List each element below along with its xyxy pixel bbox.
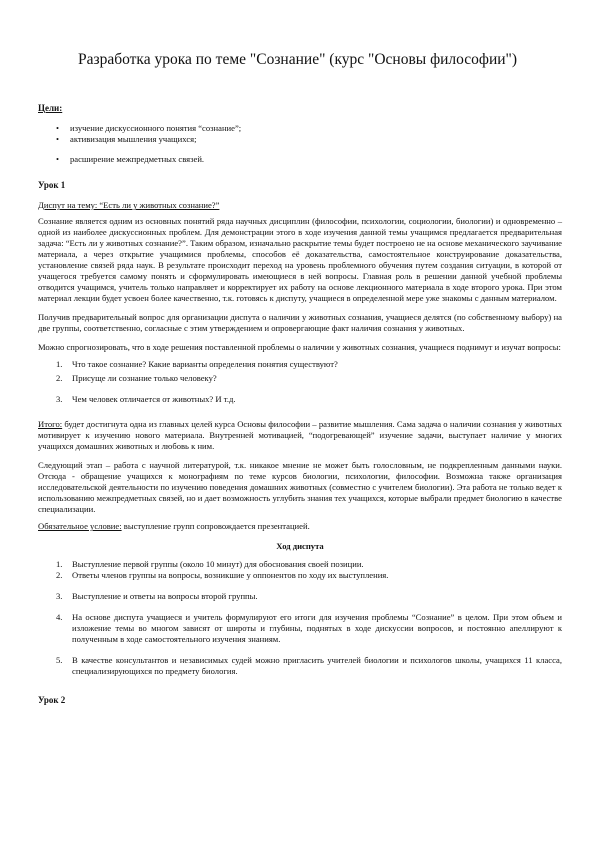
- condition-label: Обязательное условие:: [38, 521, 122, 531]
- goals-heading: Цели:: [38, 103, 63, 113]
- bullet-icon: •: [56, 123, 60, 133]
- step-item: 4. На основе диспута учащиеся и учитель формулируют его итоги для изучения проблемы “Сознание” в целом. При этом объем и изложение темы во многом зависят от широты и глубины, поднятых в ходе дискуссии вопросов, и постоянно апеллируют к полученным в ходе самостоятельного изучения знаниям.: [56, 612, 562, 644]
- goal-item: • изучение дискуссионного понятия “сознание”;: [56, 123, 242, 133]
- step-item: 2. Ответы членов группы на вопросы, возникшие у оппонентов по ходу их выступления.: [56, 570, 389, 580]
- paragraph: Сознание является одним из основных понятий ряда научных дисциплин (философии, психологии, социологии, биологии) и одновременно – одной из наиболее дискуссионных проблем. Для демонстрации этого в ходе изучения данной темы учащимся предлагается предварительная задача: “Есть ли у животных сознание?”. Таким образом, изначально раскрытие темы будет построено не на основе механического заучивание материала, а через открытие учащимися проблемы, способов её доказательства, самостоятельное конструирование доказательства, установление связей ряда наук. В результате происходит переход на уровень проблемного обучения путем создания ситуации, в которой от учащегося требуется самому понять и сформулировать имеющиеся в ней вопросы. Главная роль в решении данной учебной проблемы отводится учащимся, учитель только направляет и корректирует их работу на основе лекционного материала в ходе второго урока. При этом материал лекции будет усвоен более качественно, т.к. готовясь к диспуту, учащиеся в определенной мере уже знакомы с данным материалом.: [38, 216, 562, 303]
- goal-item: • активизация мышления учащихся;: [56, 134, 197, 144]
- lesson1-heading: Урок 1: [38, 180, 66, 190]
- result-paragraph: Итого: будет достигнута одна из главных целей курса Основы философии – развитие мышления. Сама задача о наличии сознания у животных мотивирует к изучению нового материала. Внутренней мотивацией, “подогревающей” изучение задачи, выступает наличие у многих учащихся домашних животных и любовь к ним.: [38, 419, 562, 451]
- step-item: 5. В качестве консультантов и независимых судей можно пригласить учителей биологии и психологов школы, учащихся 11 класса, специализирующихся по предмету биология.: [56, 655, 562, 676]
- course-heading: Ход диспута: [276, 541, 324, 551]
- document-body: [38, 103, 562, 706]
- condition-paragraph: Обязательное условие: выступление групп сопровождается презентацией.: [38, 521, 310, 531]
- bullet-icon: •: [56, 154, 60, 164]
- goal-item: • расширение межпредметных связей.: [56, 154, 205, 164]
- paragraph: Получив предварительный вопрос для организации диспута о наличии у животных сознания, учащиеся делятся (по собственному выбору) на две группы, соответственно, согласные с этим утверждением и опровергающие факт наличия сознания у животных.: [38, 312, 562, 333]
- step-item: 3. Выступление и ответы на вопросы второй группы.: [56, 591, 258, 601]
- dispute-topic: Диспут на тему: “Есть ли у животных сознание?”: [38, 200, 220, 210]
- paragraph: Можно спрогнозировать, что в ходе решения поставленной проблемы о наличии у животных сознания, учащиеся поднимут и изучат вопросы:: [38, 342, 561, 352]
- paragraph: Следующий этап – работа с научной литературой, т.к. никакое мнение не может быть голословным, не подкрепленным данными науки. Отсюда - обращение учащихся к монографиям по теме курсов биологии, психологии, философии. Возможна также организация исследовательской деятельности по изучению поведения домашних животных (совместно с учителем биологии). Эта работа не только ведет к использованию межпредметных связей, но и дает возможность углубить знания тех учащихся, которые выбрали предмет биологию в качестве специализации.: [38, 460, 562, 514]
- question-item: 2. Присуще ли сознание только человеку?: [56, 373, 217, 383]
- bullet-icon: •: [56, 134, 60, 144]
- page-title: Разработка урока по теме "Сознание" (курс "Основы философии"): [77, 51, 518, 68]
- step-item: 1. Выступление первой группы (около 10 минут) для обоснования своей позиции.: [56, 559, 364, 569]
- lesson2-heading: Урок 2: [38, 695, 66, 705]
- question-item: 1. Что такое сознание? Какие варианты определения понятия существуют?: [56, 359, 338, 369]
- question-item: 3. Чем человек отличается от животных? И т.д.: [56, 394, 236, 404]
- result-label: Итого:: [38, 419, 63, 429]
